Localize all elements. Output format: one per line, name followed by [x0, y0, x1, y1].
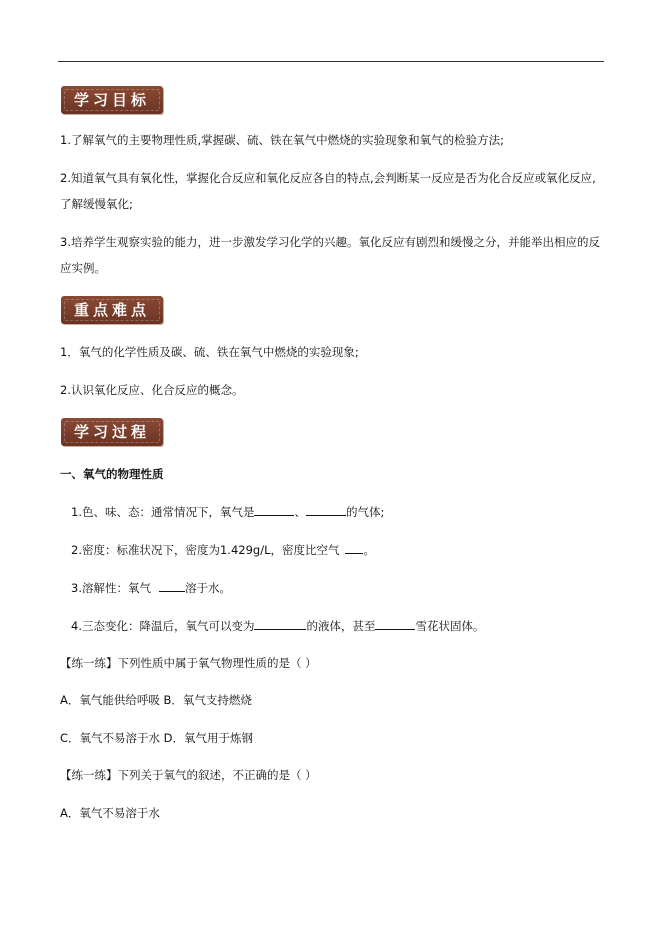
section-banner-objectives: 学习目标: [61, 86, 163, 114]
objective-line-2: 2.知道氧气具有氧化性，掌握化合反应和氧化反应各自的特点,会判断某一反应是否为化合反应或氧化反应,: [60, 171, 596, 185]
fill-blank-6[interactable]: [375, 618, 415, 630]
exercise-1-options-ab: A．氧气能供给呼吸 B．氧气支持燃烧: [60, 693, 252, 707]
key-point-1: 1．氧气的化学性质及碳、硫、铁在氧气中燃烧的实验现象;: [60, 345, 359, 359]
item4-text-a: 4.三态变化：降温后，氧气可以变为: [71, 619, 255, 633]
objective-line-4: 3.培养学生观察实验的能力，进一步激发学习化学的兴趣。氧化反应有剧烈和缓慢之分，并能举出相应的反: [60, 235, 600, 249]
objective-line-3: 了解缓慢氧化;: [60, 197, 133, 211]
property-item-4: [71, 618, 484, 634]
item3-text-a: 3.溶解性：氧气: [71, 581, 151, 595]
item2-text-a: 2.密度：标准状况下，密度为1.429g/L，密度比空气: [71, 543, 340, 557]
fill-blank-2[interactable]: [306, 504, 346, 516]
exercise-1-question: 【练一练】下列性质中属于氧气物理性质的是（ ）: [60, 656, 317, 670]
fill-blank-4[interactable]: [159, 580, 185, 592]
property-item-3: [71, 580, 231, 596]
section-banner-process: 学习过程: [61, 418, 163, 446]
fill-blank-1[interactable]: [254, 504, 294, 516]
item1-text-a: 1.色、味、态：通常情况下，氧气是: [71, 505, 255, 519]
item4-text-b: 的液体，甚至: [306, 619, 376, 633]
objective-line-1: 1.了解氧气的主要物理性质,掌握碳、硫、铁在氧气中燃烧的实验现象和氧气的检验方法;: [60, 133, 504, 147]
objective-line-5: 应实例。: [60, 261, 106, 275]
fill-blank-3[interactable]: [345, 542, 363, 554]
process-heading: 一、氧气的物理性质: [60, 467, 164, 481]
exercise-2-option-a: A．氧气不易溶于水: [60, 806, 160, 820]
property-item-1: [71, 504, 384, 520]
key-point-2: 2.认识氧化反应、化合反应的概念。: [60, 383, 244, 397]
exercise-2-question: 【练一练】下列关于氧气的叙述，不正确的是（ ）: [60, 768, 317, 782]
item1-text-c: 的气体;: [345, 505, 385, 519]
item1-text-b: 、: [294, 505, 306, 519]
item4-text-c: 雪花状固体。: [415, 619, 485, 633]
top-rule: [58, 61, 604, 62]
property-item-2: [71, 542, 375, 558]
item2-text-b: 。: [363, 543, 375, 557]
fill-blank-5[interactable]: [254, 618, 306, 630]
section-banner-key-points: 重点难点: [61, 296, 163, 324]
item3-text-b: 溶于水。: [184, 581, 231, 595]
exercise-1-options-cd: C．氧气不易溶于水 D．氧气用于炼钢: [60, 731, 254, 745]
